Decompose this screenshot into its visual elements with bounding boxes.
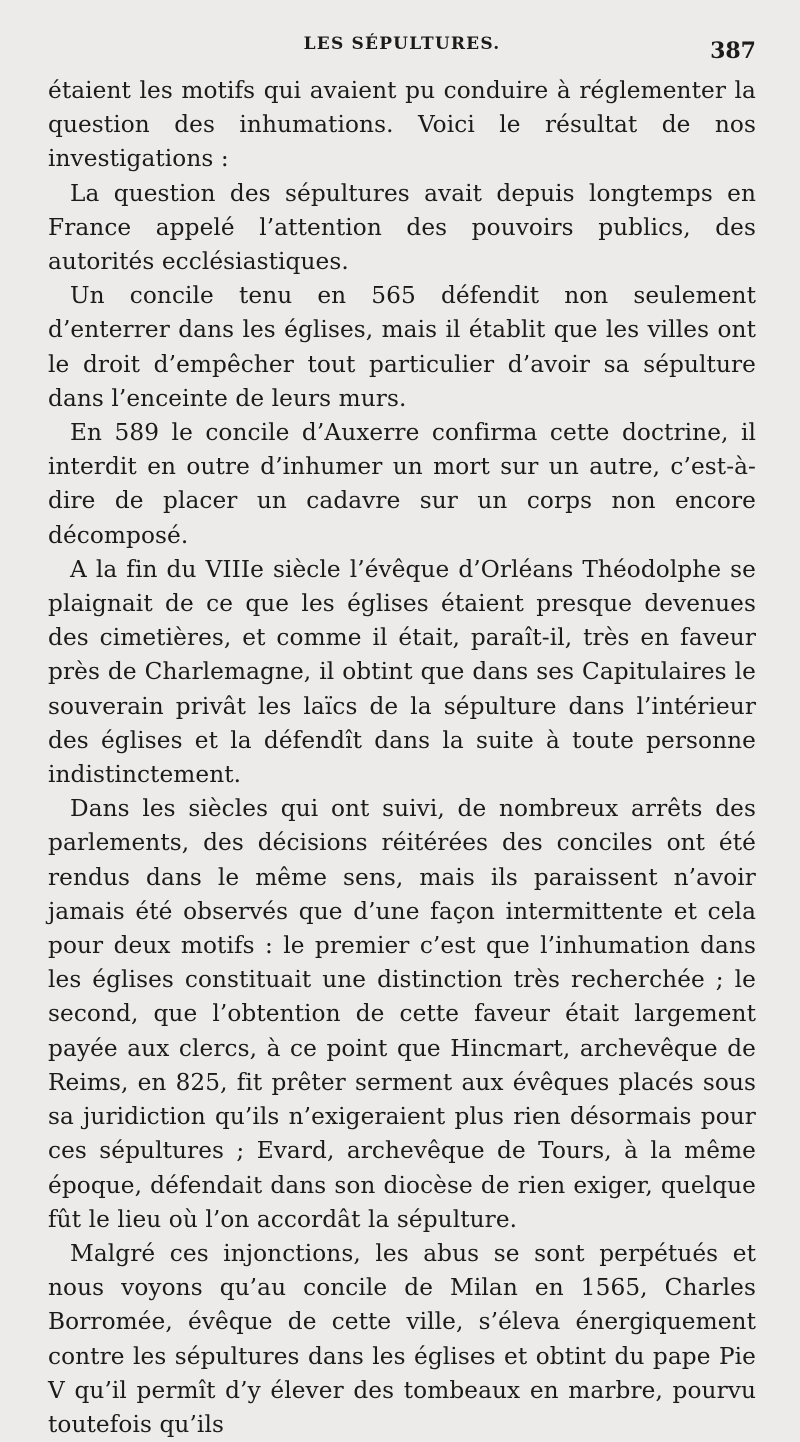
paragraph-siecles-suivants: Dans les siècles qui ont suivi, de nombreux arrêts des parlements, des décisions réitérées des conciles ont été rendus dans le même sens, mais ils paraissent n’avoir jamais été observés que d’une façon intermittente et cela pour deux motifs : le premier c’est que l’inhumation dans les églises constituait une distinction très recherchée ; le second, que l’obtention de cette faveur était largement payée aux clercs, à ce point que Hincmart, archevêque de Reims, en 825, fit prêter serment aux évêques placés sous sa juridiction qu’ils n’exigeraient plus rien désormais pour ces sépultures ; Evard, archevêque de Tours, à la même époque, défendait dans son diocèse de rien exiger, quelque fût le lieu où l’on accordât la sépulture. (48, 795, 756, 1233)
page-number: 387 (710, 38, 756, 64)
paragraph-concile-auxerre: En 589 le concile d’Auxerre confirma cette doctrine, il interdit en outre d’inhumer un mort sur un autre, c’est-à-dire de placer un cadavre sur un corps non encore décomposé. (48, 419, 756, 549)
running-title: LES SÉPULTURES. (303, 34, 501, 54)
paragraph-question-sepultures: La question des sépultures avait depuis longtemps en France appelé l’attention des pouvoirs publics, des autorités ecclésiastiques. (48, 179, 756, 276)
paragraph-concile-565: Un concile tenu en 565 défendit non seulement d’enterrer dans les églises, mais il établit que les villes ont le droit d’empêcher tout particulier d’avoir sa sépulture dans l’enceinte de leurs murs. (48, 282, 756, 412)
paragraph-continuation: étaient les motifs qui avaient pu conduire à réglementer la question des inhumations. Voici le résultat de nos investigations : (48, 77, 756, 173)
page-header (48, 30, 756, 74)
paragraph-concile-milan: Malgré ces injonctions, les abus se sont perpétués et nous voyons qu’au concile de Milan en 1565, Charles Borromée, évêque de cette ville, s’éleva énergiquement contre les sépultures dans les églises et obtint du pape Pie V qu’il permît d’y élever des tombeaux en marbre, pourvu toutefois qu’ils (48, 1239, 756, 1438)
paragraph-theodolphe: A la fin du VIIIe siècle l’évêque d’Orléans Théodolphe se plaignait de ce que les églises étaient presque devenues des cimetières, et comme il était, paraît-il, très en faveur près de Charlemagne, il obtint que dans ses Capitulaires le souverain privât les laïcs de la sépulture dans l’intérieur des églises et la défendît dans la suite à toute personne indistinctement. (48, 555, 756, 789)
body-text (48, 74, 756, 1442)
